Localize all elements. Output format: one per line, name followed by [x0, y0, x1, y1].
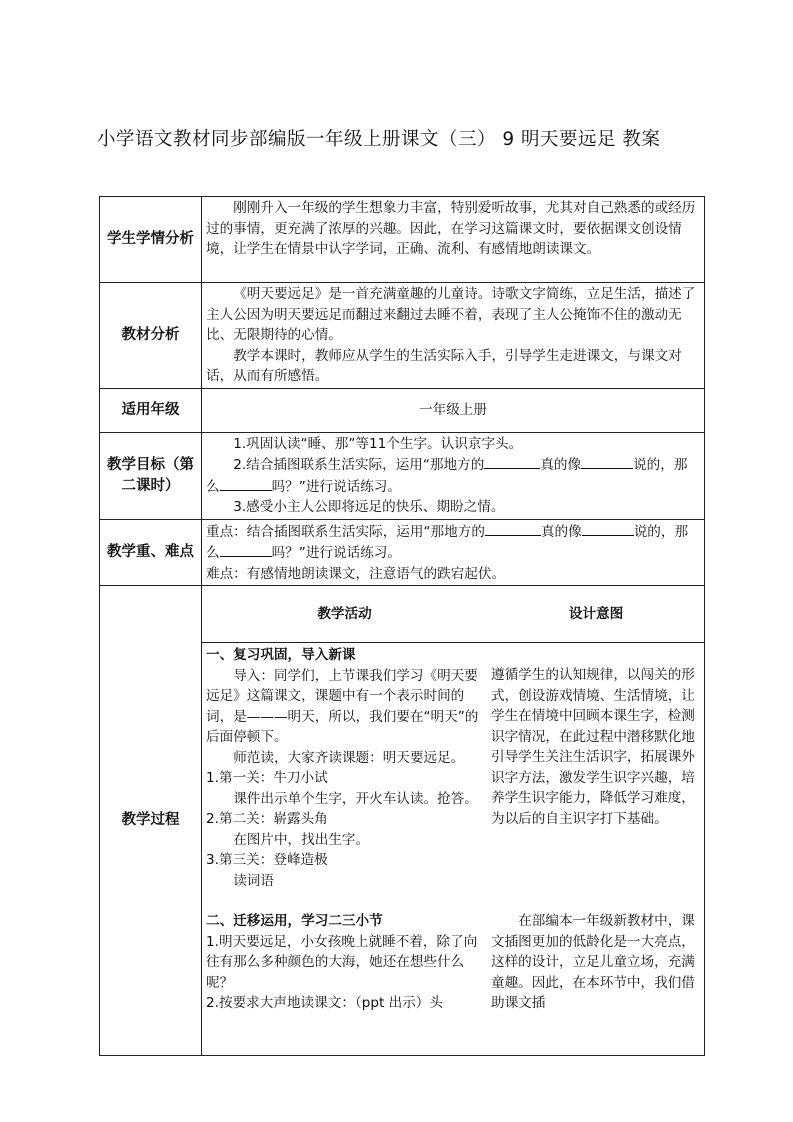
- key-point: 重点：结合插图联系生活实际，运用“那地方的 真的像 说的，那么 吗？”进行说话练习。: [206, 521, 700, 564]
- row-student-analysis: [100, 197, 705, 283]
- cell-student-analysis: [202, 197, 705, 283]
- label-student-analysis: 学生学情分析: [100, 197, 202, 283]
- row-textbook-analysis: [100, 283, 705, 389]
- process-inner-table: [202, 586, 705, 1055]
- section-1-title: 一、复习巩固，导入新课: [206, 647, 356, 663]
- spacer: [206, 891, 483, 911]
- lesson-plan-table: [99, 196, 705, 1056]
- fill-blank: [582, 521, 634, 536]
- section-1-intro: 导入：同学们，上节课我们学习《明天要远足》这篇课文，课题中有一个表示时间的词，是———明天，所以，我们要在“明天”的后面停顿下。: [206, 667, 479, 745]
- section-1-reading: 师范读，大家齐读课题：明天要远足。: [233, 749, 465, 766]
- row-process: [100, 586, 705, 1056]
- col-header-activity: 教学活动: [202, 586, 487, 643]
- fill-blank: [220, 542, 272, 557]
- row-key-points: [100, 519, 705, 586]
- label-goals: 教学目标（第二课时）: [100, 432, 202, 519]
- goal-2: 2.结合插图联系生活实际，运用“那地方的 真的像 说的，那么 吗？”进行说话练习。: [206, 454, 700, 497]
- intent-2: 在部编本一年级新教材中，课文插图更加的低龄化是一大亮点，这样的设计，立足儿童立场，充满童趣。因此，在本环节中，我们借助课文插: [491, 913, 695, 1011]
- student-analysis-text: 刚刚升入一年级的学生想象力丰富，特别爱听故事，尤其对自己熟悉的或经历过的事情，更充满了浓厚的兴趣。因此，在学习这篇课文时，要依据课文创设情境，让学生在情景中认字学词，正确、流利、有感情地朗读课文。: [206, 200, 696, 257]
- row-goals: [100, 432, 705, 519]
- section-2-title: 二、迁移运用，学习二三小节: [206, 913, 383, 929]
- level-3-text: 读词语: [233, 872, 274, 889]
- row-grade: [100, 388, 705, 432]
- fill-blank: [220, 476, 272, 491]
- cell-goals: [202, 432, 705, 519]
- col-header-intent: 设计意图: [487, 586, 705, 643]
- section-2-item-2: 2.按要求大声地读课文：（ppt 出示）头: [206, 995, 443, 1011]
- goal-1: 1.巩固认读“睡、那”等11个生字。认识京字头。: [233, 435, 523, 452]
- level-2-text: 在图片中，找出生字。: [233, 831, 370, 848]
- spacer: [491, 645, 701, 665]
- spacer: [491, 829, 701, 911]
- activity-column: [202, 643, 487, 1055]
- label-textbook-analysis: 教材分析: [100, 283, 202, 389]
- fill-blank: [485, 521, 541, 536]
- intent-column: [487, 643, 705, 1055]
- document-title: 小学语文教材同步部编版一年级上册课文（三） 9 明天要远足 教案: [97, 129, 661, 150]
- goal-3: 3.感受小主人公即将远足的快乐、期盼之情。: [233, 499, 505, 515]
- level-1: 1.第一关：牛刀小试: [206, 770, 328, 786]
- level-3: 3.第三关：登峰造极: [206, 852, 328, 868]
- intent-1: 遵循学生的认知规律，以闯关的形式，创设游戏情境、生活情境，让学生在情境中回顾本课生字，检测识字情况，在此过程中潜移默化地引导学生关注生活识字，拓展课外识字方法，激发学生识字兴趣，培养学生识字能力，降低学习难度，为以后的自主识字打下基础。: [491, 667, 695, 827]
- section-2-item-1: 1.明天要远足，小女孩晚上就睡不着，除了向往有那么多种颜色的大海，她还在想些什么呢？: [206, 933, 478, 991]
- cell-process: [202, 586, 705, 1056]
- level-2: 2.第二关：崭露头角: [206, 811, 328, 827]
- textbook-analysis-p2: 教学本课时，教师应从学生的生活实际入手，引导学生走进课文，与课文对话，从而有所感悟。: [206, 347, 682, 384]
- textbook-analysis-p1: 《明天要远足》是一首充满童趣的儿童诗。诗歌文字简练，立足生活，描述了主人公因为明天要远足而翻过来翻过去睡不着，表现了主人公掩饰不住的激动无比、无限期待的心情。: [206, 286, 696, 343]
- cell-textbook-analysis: [202, 283, 705, 389]
- grade-value: 一年级上册: [202, 388, 705, 432]
- level-1-text: 课件出示单个生字，开火车认读。抢答。: [233, 790, 478, 807]
- fill-blank: [581, 454, 633, 469]
- fill-blank: [484, 454, 540, 469]
- label-grade: 适用年级: [100, 388, 202, 432]
- cell-key-points: [202, 519, 705, 586]
- difficult-point: 难点：有感情地朗读课文，注意语气的跌宕起伏。: [206, 565, 506, 582]
- label-process: 教学过程: [100, 586, 202, 1056]
- label-key-points: 教学重、难点: [100, 519, 202, 586]
